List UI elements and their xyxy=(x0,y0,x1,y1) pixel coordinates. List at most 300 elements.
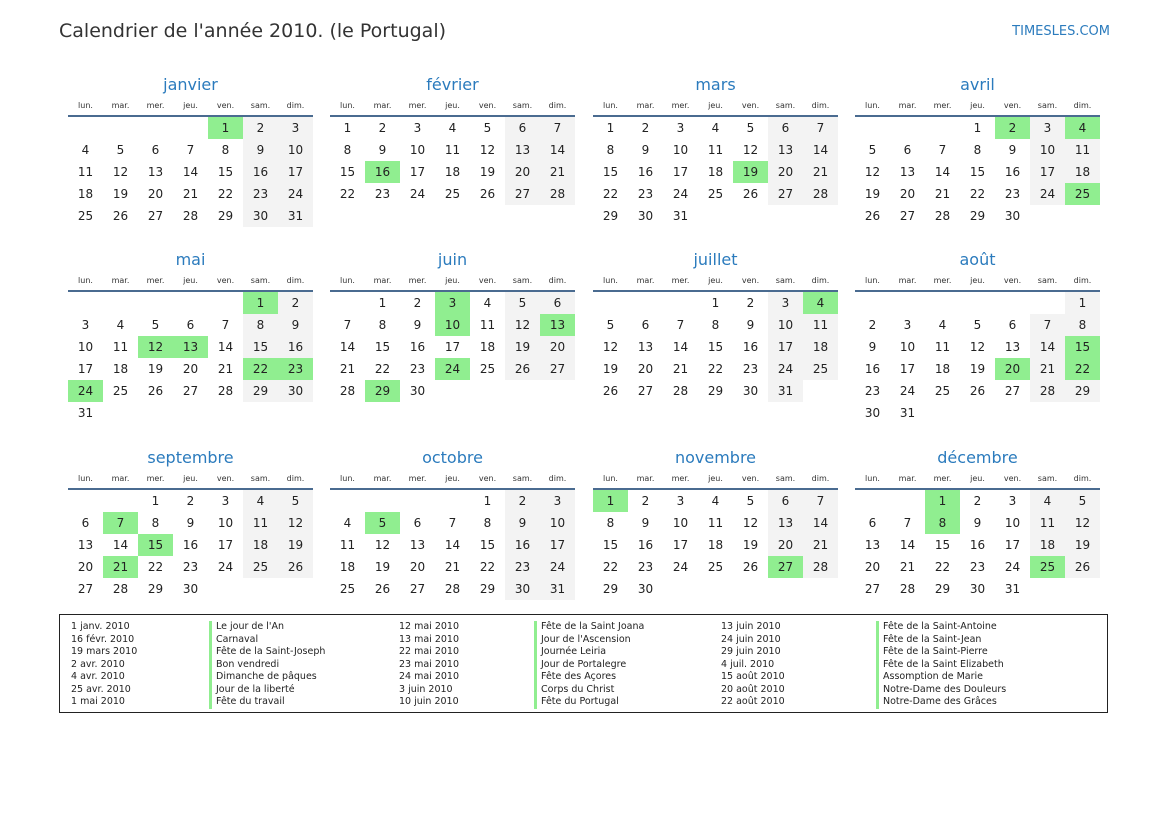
day-cell[interactable]: 1 xyxy=(973,121,982,135)
day-cell[interactable]: 3 xyxy=(435,291,470,314)
day-cell[interactable]: 7 xyxy=(448,516,457,530)
day-cell[interactable]: 19 xyxy=(505,336,540,358)
day-cell[interactable]: 13 xyxy=(540,314,575,336)
day-cell[interactable]: 13 xyxy=(147,165,164,179)
day-cell[interactable]: 29 xyxy=(147,582,164,596)
day-cell[interactable]: 15 xyxy=(138,534,173,556)
day-cell[interactable]: 10 xyxy=(768,314,803,336)
day-cell[interactable]: 30 xyxy=(1004,209,1021,223)
day-cell[interactable]: 26 xyxy=(1065,556,1100,578)
day-cell[interactable]: 30 xyxy=(505,578,540,600)
day-cell[interactable]: 19 xyxy=(969,362,986,376)
day-cell[interactable]: 17 xyxy=(672,538,689,552)
day-cell[interactable]: 23 xyxy=(637,187,654,201)
day-cell[interactable]: 28 xyxy=(112,582,129,596)
day-cell[interactable]: 21 xyxy=(339,362,356,376)
day-cell[interactable]: 16 xyxy=(864,362,881,376)
day-cell[interactable]: 15 xyxy=(602,538,619,552)
day-cell[interactable]: 8 xyxy=(343,143,352,157)
day-cell[interactable]: 6 xyxy=(903,143,912,157)
day-cell[interactable]: 18 xyxy=(444,165,461,179)
day-cell[interactable]: 18 xyxy=(707,538,724,552)
day-cell[interactable]: 4 xyxy=(711,494,720,508)
day-cell[interactable]: 9 xyxy=(1008,143,1017,157)
day-cell[interactable]: 8 xyxy=(151,516,160,530)
day-cell[interactable]: 23 xyxy=(409,362,426,376)
day-cell[interactable]: 5 xyxy=(868,143,877,157)
day-cell[interactable]: 21 xyxy=(934,187,951,201)
day-cell[interactable]: 31 xyxy=(672,209,689,223)
day-cell[interactable]: 5 xyxy=(483,121,492,135)
day-cell[interactable]: 19 xyxy=(742,538,759,552)
day-cell[interactable]: 24 xyxy=(672,560,689,574)
day-cell[interactable]: 10 xyxy=(1030,139,1065,161)
day-cell[interactable]: 19 xyxy=(147,362,164,376)
day-cell[interactable]: 20 xyxy=(899,187,916,201)
day-cell[interactable]: 24 xyxy=(1004,560,1021,574)
day-cell[interactable]: 23 xyxy=(182,560,199,574)
day-cell[interactable]: 11 xyxy=(339,538,356,552)
day-cell[interactable]: 18 xyxy=(243,534,278,556)
day-cell[interactable]: 14 xyxy=(444,538,461,552)
day-cell[interactable]: 22 xyxy=(339,187,356,201)
day-cell[interactable]: 2 xyxy=(378,121,387,135)
day-cell[interactable]: 1 xyxy=(593,489,628,512)
day-cell[interactable]: 25 xyxy=(339,582,356,596)
day-cell[interactable]: 25 xyxy=(1065,183,1100,205)
day-cell[interactable]: 27 xyxy=(147,209,164,223)
day-cell[interactable]: 9 xyxy=(243,139,278,161)
day-cell[interactable]: 25 xyxy=(934,384,951,398)
day-cell[interactable]: 10 xyxy=(540,512,575,534)
day-cell[interactable]: 16 xyxy=(969,538,986,552)
day-cell[interactable]: 10 xyxy=(1004,516,1021,530)
day-cell[interactable]: 3 xyxy=(1008,494,1017,508)
day-cell[interactable]: 18 xyxy=(707,165,724,179)
day-cell[interactable]: 23 xyxy=(1004,187,1021,201)
day-cell[interactable]: 30 xyxy=(637,209,654,223)
day-cell[interactable]: 5 xyxy=(606,318,615,332)
day-cell[interactable]: 28 xyxy=(182,209,199,223)
day-cell[interactable]: 11 xyxy=(803,314,838,336)
day-cell[interactable]: 23 xyxy=(374,187,391,201)
day-cell[interactable]: 9 xyxy=(278,314,313,336)
day-cell[interactable]: 5 xyxy=(973,318,982,332)
day-cell[interactable]: 4 xyxy=(938,318,947,332)
day-cell[interactable]: 27 xyxy=(409,582,426,596)
day-cell[interactable]: 16 xyxy=(365,161,400,183)
day-cell[interactable]: 2 xyxy=(868,318,877,332)
day-cell[interactable]: 1 xyxy=(925,489,960,512)
day-cell[interactable]: 8 xyxy=(483,516,492,530)
day-cell[interactable]: 10 xyxy=(217,516,234,530)
day-cell[interactable]: 1 xyxy=(606,121,615,135)
day-cell[interactable]: 31 xyxy=(540,578,575,600)
day-cell[interactable]: 11 xyxy=(934,340,951,354)
day-cell[interactable]: 14 xyxy=(672,340,689,354)
day-cell[interactable]: 20 xyxy=(182,362,199,376)
day-cell[interactable]: 6 xyxy=(186,318,195,332)
day-cell[interactable]: 10 xyxy=(899,340,916,354)
day-cell[interactable]: 26 xyxy=(742,187,759,201)
day-cell[interactable]: 12 xyxy=(864,165,881,179)
day-cell[interactable]: 11 xyxy=(1030,512,1065,534)
day-cell[interactable]: 6 xyxy=(151,143,160,157)
day-cell[interactable]: 21 xyxy=(1030,358,1065,380)
day-cell[interactable]: 15 xyxy=(707,340,724,354)
day-cell[interactable]: 1 xyxy=(208,116,243,139)
day-cell[interactable]: 11 xyxy=(1065,139,1100,161)
day-cell[interactable]: 4 xyxy=(803,291,838,314)
day-cell[interactable]: 17 xyxy=(1004,538,1021,552)
day-cell[interactable]: 3 xyxy=(81,318,90,332)
day-cell[interactable]: 31 xyxy=(77,406,94,420)
day-cell[interactable]: 5 xyxy=(365,512,400,534)
day-cell[interactable]: 14 xyxy=(540,139,575,161)
day-cell[interactable]: 3 xyxy=(903,318,912,332)
day-cell[interactable]: 18 xyxy=(1030,534,1065,556)
day-cell[interactable]: 16 xyxy=(1004,165,1021,179)
day-cell[interactable]: 5 xyxy=(278,489,313,512)
day-cell[interactable]: 29 xyxy=(602,209,619,223)
day-cell[interactable]: 23 xyxy=(637,560,654,574)
day-cell[interactable]: 12 xyxy=(742,143,759,157)
day-cell[interactable]: 26 xyxy=(479,187,496,201)
day-cell[interactable]: 24 xyxy=(768,358,803,380)
day-cell[interactable]: 9 xyxy=(641,143,650,157)
day-cell[interactable]: 4 xyxy=(483,296,492,310)
day-cell[interactable]: 24 xyxy=(409,187,426,201)
day-cell[interactable]: 3 xyxy=(676,494,685,508)
day-cell[interactable]: 23 xyxy=(278,358,313,380)
day-cell[interactable]: 14 xyxy=(934,165,951,179)
day-cell[interactable]: 24 xyxy=(540,556,575,578)
day-cell[interactable]: 23 xyxy=(243,183,278,205)
day-cell[interactable]: 26 xyxy=(602,384,619,398)
day-cell[interactable]: 28 xyxy=(803,183,838,205)
day-cell[interactable]: 24 xyxy=(217,560,234,574)
day-cell[interactable]: 13 xyxy=(77,538,94,552)
day-cell[interactable]: 18 xyxy=(339,560,356,574)
day-cell[interactable]: 9 xyxy=(505,512,540,534)
day-cell[interactable]: 6 xyxy=(540,291,575,314)
day-cell[interactable]: 22 xyxy=(934,560,951,574)
day-cell[interactable]: 31 xyxy=(768,380,803,402)
day-cell[interactable]: 26 xyxy=(742,560,759,574)
day-cell[interactable]: 24 xyxy=(435,358,470,380)
day-cell[interactable]: 9 xyxy=(746,318,755,332)
day-cell[interactable]: 5 xyxy=(116,143,125,157)
day-cell[interactable]: 25 xyxy=(1030,556,1065,578)
day-cell[interactable]: 1 xyxy=(343,121,352,135)
day-cell[interactable]: 26 xyxy=(278,556,313,578)
day-cell[interactable]: 9 xyxy=(641,516,650,530)
day-cell[interactable]: 1 xyxy=(151,494,160,508)
day-cell[interactable]: 17 xyxy=(77,362,94,376)
day-cell[interactable]: 9 xyxy=(868,340,877,354)
day-cell[interactable]: 16 xyxy=(637,165,654,179)
day-cell[interactable]: 7 xyxy=(803,116,838,139)
day-cell[interactable]: 30 xyxy=(409,384,426,398)
day-cell[interactable]: 30 xyxy=(637,582,654,596)
day-cell[interactable]: 16 xyxy=(182,538,199,552)
day-cell[interactable]: 26 xyxy=(505,358,540,380)
day-cell[interactable]: 30 xyxy=(182,582,199,596)
day-cell[interactable]: 4 xyxy=(448,121,457,135)
day-cell[interactable]: 20 xyxy=(637,362,654,376)
day-cell[interactable]: 7 xyxy=(803,489,838,512)
day-cell[interactable]: 7 xyxy=(938,143,947,157)
day-cell[interactable]: 29 xyxy=(217,209,234,223)
day-cell[interactable]: 18 xyxy=(112,362,129,376)
day-cell[interactable]: 24 xyxy=(68,380,103,402)
day-cell[interactable]: 24 xyxy=(278,183,313,205)
day-cell[interactable]: 3 xyxy=(221,494,230,508)
day-cell[interactable]: 13 xyxy=(409,538,426,552)
day-cell[interactable]: 13 xyxy=(899,165,916,179)
day-cell[interactable]: 8 xyxy=(221,143,230,157)
day-cell[interactable]: 2 xyxy=(995,116,1030,139)
day-cell[interactable]: 25 xyxy=(707,187,724,201)
day-cell[interactable]: 25 xyxy=(803,358,838,380)
day-cell[interactable]: 8 xyxy=(378,318,387,332)
day-cell[interactable]: 13 xyxy=(505,139,540,161)
day-cell[interactable]: 14 xyxy=(339,340,356,354)
day-cell[interactable]: 16 xyxy=(637,538,654,552)
day-cell[interactable]: 8 xyxy=(973,143,982,157)
day-cell[interactable]: 27 xyxy=(768,183,803,205)
day-cell[interactable]: 1 xyxy=(1065,291,1100,314)
day-cell[interactable]: 16 xyxy=(409,340,426,354)
day-cell[interactable]: 30 xyxy=(742,384,759,398)
day-cell[interactable]: 7 xyxy=(540,116,575,139)
day-cell[interactable]: 7 xyxy=(1030,314,1065,336)
day-cell[interactable]: 12 xyxy=(112,165,129,179)
day-cell[interactable]: 8 xyxy=(606,516,615,530)
day-cell[interactable]: 10 xyxy=(278,139,313,161)
day-cell[interactable]: 15 xyxy=(479,538,496,552)
day-cell[interactable]: 28 xyxy=(540,183,575,205)
day-cell[interactable]: 6 xyxy=(868,516,877,530)
day-cell[interactable]: 12 xyxy=(602,340,619,354)
day-cell[interactable]: 2 xyxy=(186,494,195,508)
day-cell[interactable]: 23 xyxy=(742,362,759,376)
day-cell[interactable]: 21 xyxy=(899,560,916,574)
day-cell[interactable]: 21 xyxy=(672,362,689,376)
day-cell[interactable]: 1 xyxy=(243,291,278,314)
day-cell[interactable]: 2 xyxy=(413,296,422,310)
day-cell[interactable]: 29 xyxy=(243,380,278,402)
day-cell[interactable]: 2 xyxy=(278,291,313,314)
day-cell[interactable]: 4 xyxy=(343,516,352,530)
day-cell[interactable]: 29 xyxy=(969,209,986,223)
day-cell[interactable]: 31 xyxy=(899,406,916,420)
day-cell[interactable]: 17 xyxy=(217,538,234,552)
day-cell[interactable]: 14 xyxy=(803,139,838,161)
day-cell[interactable]: 3 xyxy=(413,121,422,135)
day-cell[interactable]: 21 xyxy=(803,534,838,556)
day-cell[interactable]: 15 xyxy=(1065,336,1100,358)
day-cell[interactable]: 30 xyxy=(278,380,313,402)
day-cell[interactable]: 7 xyxy=(343,318,352,332)
day-cell[interactable]: 31 xyxy=(1004,582,1021,596)
day-cell[interactable]: 26 xyxy=(969,384,986,398)
day-cell[interactable]: 20 xyxy=(147,187,164,201)
day-cell[interactable]: 20 xyxy=(409,560,426,574)
day-cell[interactable]: 13 xyxy=(864,538,881,552)
day-cell[interactable]: 21 xyxy=(803,161,838,183)
day-cell[interactable]: 1 xyxy=(711,296,720,310)
day-cell[interactable]: 17 xyxy=(899,362,916,376)
day-cell[interactable]: 25 xyxy=(112,384,129,398)
day-cell[interactable]: 1 xyxy=(378,296,387,310)
day-cell[interactable]: 2 xyxy=(746,296,755,310)
day-cell[interactable]: 29 xyxy=(365,380,400,402)
day-cell[interactable]: 4 xyxy=(711,121,720,135)
day-cell[interactable]: 2 xyxy=(505,489,540,512)
day-cell[interactable]: 26 xyxy=(374,582,391,596)
day-cell[interactable]: 15 xyxy=(374,340,391,354)
day-cell[interactable]: 28 xyxy=(803,556,838,578)
day-cell[interactable]: 27 xyxy=(77,582,94,596)
day-cell[interactable]: 25 xyxy=(243,556,278,578)
day-cell[interactable]: 10 xyxy=(435,314,470,336)
day-cell[interactable]: 13 xyxy=(637,340,654,354)
day-cell[interactable]: 12 xyxy=(1065,512,1100,534)
day-cell[interactable]: 2 xyxy=(641,121,650,135)
day-cell[interactable]: 15 xyxy=(969,165,986,179)
day-cell[interactable]: 29 xyxy=(1065,380,1100,402)
day-cell[interactable]: 22 xyxy=(217,187,234,201)
day-cell[interactable]: 19 xyxy=(602,362,619,376)
day-cell[interactable]: 14 xyxy=(1030,336,1065,358)
day-cell[interactable]: 22 xyxy=(243,358,278,380)
day-cell[interactable]: 27 xyxy=(1004,384,1021,398)
day-cell[interactable]: 1 xyxy=(483,494,492,508)
day-cell[interactable]: 12 xyxy=(278,512,313,534)
day-cell[interactable]: 5 xyxy=(746,494,755,508)
day-cell[interactable]: 6 xyxy=(413,516,422,530)
day-cell[interactable]: 2 xyxy=(973,494,982,508)
day-cell[interactable]: 3 xyxy=(768,291,803,314)
day-cell[interactable]: 30 xyxy=(864,406,881,420)
day-cell[interactable]: 22 xyxy=(1065,358,1100,380)
day-cell[interactable]: 25 xyxy=(479,362,496,376)
day-cell[interactable]: 24 xyxy=(899,384,916,398)
day-cell[interactable]: 20 xyxy=(77,560,94,574)
day-cell[interactable]: 20 xyxy=(505,161,540,183)
day-cell[interactable]: 2 xyxy=(243,116,278,139)
day-cell[interactable]: 8 xyxy=(606,143,615,157)
day-cell[interactable]: 29 xyxy=(707,384,724,398)
day-cell[interactable]: 19 xyxy=(278,534,313,556)
day-cell[interactable]: 4 xyxy=(1065,116,1100,139)
day-cell[interactable]: 17 xyxy=(409,165,426,179)
day-cell[interactable]: 6 xyxy=(641,318,650,332)
day-cell[interactable]: 22 xyxy=(602,560,619,574)
day-cell[interactable]: 7 xyxy=(103,512,138,534)
day-cell[interactable]: 13 xyxy=(768,512,803,534)
day-cell[interactable]: 8 xyxy=(711,318,720,332)
day-cell[interactable]: 2 xyxy=(641,494,650,508)
day-cell[interactable]: 19 xyxy=(1065,534,1100,556)
day-cell[interactable]: 21 xyxy=(444,560,461,574)
day-cell[interactable]: 18 xyxy=(77,187,94,201)
day-cell[interactable]: 7 xyxy=(221,318,230,332)
day-cell[interactable]: 6 xyxy=(768,116,803,139)
day-cell[interactable]: 28 xyxy=(339,384,356,398)
day-cell[interactable]: 29 xyxy=(479,582,496,596)
day-cell[interactable]: 16 xyxy=(278,336,313,358)
day-cell[interactable]: 28 xyxy=(899,582,916,596)
day-cell[interactable]: 11 xyxy=(444,143,461,157)
day-cell[interactable]: 29 xyxy=(934,582,951,596)
day-cell[interactable]: 3 xyxy=(1030,116,1065,139)
day-cell[interactable]: 15 xyxy=(339,165,356,179)
day-cell[interactable]: 15 xyxy=(217,165,234,179)
day-cell[interactable]: 28 xyxy=(934,209,951,223)
day-cell[interactable]: 5 xyxy=(151,318,160,332)
day-cell[interactable]: 19 xyxy=(374,560,391,574)
day-cell[interactable]: 22 xyxy=(602,187,619,201)
day-cell[interactable]: 5 xyxy=(746,121,755,135)
day-cell[interactable]: 11 xyxy=(479,318,496,332)
day-cell[interactable]: 25 xyxy=(444,187,461,201)
day-cell[interactable]: 27 xyxy=(864,582,881,596)
day-cell[interactable]: 10 xyxy=(672,516,689,530)
day-cell[interactable]: 12 xyxy=(138,336,173,358)
day-cell[interactable]: 6 xyxy=(81,516,90,530)
day-cell[interactable]: 3 xyxy=(278,116,313,139)
day-cell[interactable]: 29 xyxy=(602,582,619,596)
day-cell[interactable]: 8 xyxy=(1065,314,1100,336)
day-cell[interactable]: 26 xyxy=(147,384,164,398)
day-cell[interactable]: 18 xyxy=(1065,161,1100,183)
day-cell[interactable]: 19 xyxy=(733,161,768,183)
day-cell[interactable]: 23 xyxy=(505,556,540,578)
day-cell[interactable]: 17 xyxy=(1030,161,1065,183)
day-cell[interactable]: 7 xyxy=(186,143,195,157)
day-cell[interactable]: 7 xyxy=(676,318,685,332)
day-cell[interactable]: 14 xyxy=(217,340,234,354)
day-cell[interactable]: 9 xyxy=(413,318,422,332)
day-cell[interactable]: 13 xyxy=(768,139,803,161)
day-cell[interactable]: 20 xyxy=(540,336,575,358)
day-cell[interactable]: 22 xyxy=(707,362,724,376)
day-cell[interactable]: 12 xyxy=(969,340,986,354)
day-cell[interactable]: 12 xyxy=(479,143,496,157)
day-cell[interactable]: 21 xyxy=(182,187,199,201)
day-cell[interactable]: 11 xyxy=(707,516,724,530)
day-cell[interactable]: 16 xyxy=(742,340,759,354)
day-cell[interactable]: 5 xyxy=(505,291,540,314)
day-cell[interactable]: 28 xyxy=(1030,380,1065,402)
day-cell[interactable]: 19 xyxy=(479,165,496,179)
day-cell[interactable]: 13 xyxy=(1004,340,1021,354)
day-cell[interactable]: 31 xyxy=(278,205,313,227)
day-cell[interactable]: 3 xyxy=(540,489,575,512)
day-cell[interactable]: 8 xyxy=(243,314,278,336)
day-cell[interactable]: 25 xyxy=(77,209,94,223)
day-cell[interactable]: 20 xyxy=(864,560,881,574)
day-cell[interactable]: 13 xyxy=(173,336,208,358)
day-cell[interactable]: 6 xyxy=(768,489,803,512)
day-cell[interactable]: 21 xyxy=(103,556,138,578)
day-cell[interactable]: 27 xyxy=(505,183,540,205)
day-cell[interactable]: 9 xyxy=(973,516,982,530)
day-cell[interactable]: 6 xyxy=(1008,318,1017,332)
day-cell[interactable]: 15 xyxy=(934,538,951,552)
